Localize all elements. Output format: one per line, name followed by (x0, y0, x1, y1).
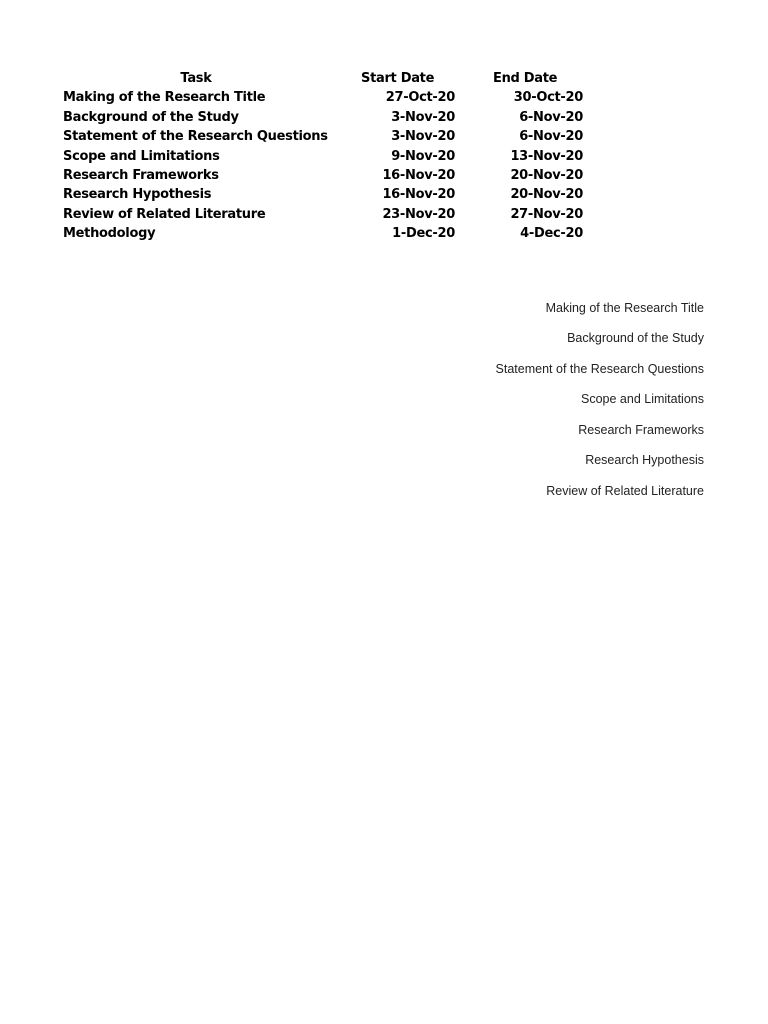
chart-category-label: Statement of the Research Questions (495, 362, 704, 376)
chart-category-label: Scope and Limitations (581, 392, 704, 406)
end-date-cell: 20-Nov-20 (510, 187, 583, 203)
task-cell: Background of the Study (63, 109, 239, 125)
chart-category-label: Research Frameworks (578, 423, 704, 437)
table-row (63, 166, 585, 185)
table-row (63, 185, 585, 204)
task-cell: Scope and Limitations (63, 148, 220, 164)
task-schedule-table (63, 69, 585, 244)
task-cell: Methodology (63, 226, 156, 242)
start-date-cell: 16-Nov-20 (382, 187, 455, 203)
chart-category-label: Review of Related Literature (546, 484, 704, 498)
start-date-cell: 23-Nov-20 (382, 206, 455, 222)
table-row (63, 108, 585, 127)
task-column-header: Task (180, 71, 212, 86)
gantt-chart-label-area (380, 296, 704, 506)
task-cell: Making of the Research Title (63, 90, 266, 106)
chart-category-label: Making of the Research Title (545, 301, 704, 315)
table-row (63, 88, 585, 107)
end-date-cell: 30-Oct-20 (513, 90, 583, 106)
start-date-cell: 27-Oct-20 (385, 90, 455, 106)
end-date-cell: 6-Nov-20 (519, 129, 583, 145)
end-date-cell: 6-Nov-20 (519, 109, 583, 125)
task-cell: Research Frameworks (63, 167, 219, 183)
start-date-cell: 3-Nov-20 (391, 109, 455, 125)
task-cell: Review of Related Literature (63, 206, 266, 222)
start-date-column-header: Start Date (361, 71, 435, 86)
task-cell: Research Hypothesis (63, 187, 212, 203)
table-row (63, 147, 585, 166)
start-date-cell: 9-Nov-20 (391, 148, 455, 164)
table-header-row (63, 69, 585, 88)
start-date-cell: 3-Nov-20 (391, 129, 455, 145)
table-row (63, 127, 585, 146)
start-date-cell: 1-Dec-20 (392, 226, 455, 242)
start-date-cell: 16-Nov-20 (382, 167, 455, 183)
end-date-cell: 20-Nov-20 (510, 167, 583, 183)
end-date-cell: 27-Nov-20 (510, 206, 583, 222)
chart-category-label: Background of the Study (567, 331, 704, 345)
table-row (63, 205, 585, 224)
end-date-cell: 13-Nov-20 (510, 148, 583, 164)
task-cell: Statement of the Research Questions (63, 129, 328, 145)
chart-category-label: Research Hypothesis (585, 453, 704, 467)
table-row (63, 224, 585, 243)
end-date-column-header: End Date (493, 71, 558, 86)
end-date-cell: 4-Dec-20 (520, 226, 583, 242)
